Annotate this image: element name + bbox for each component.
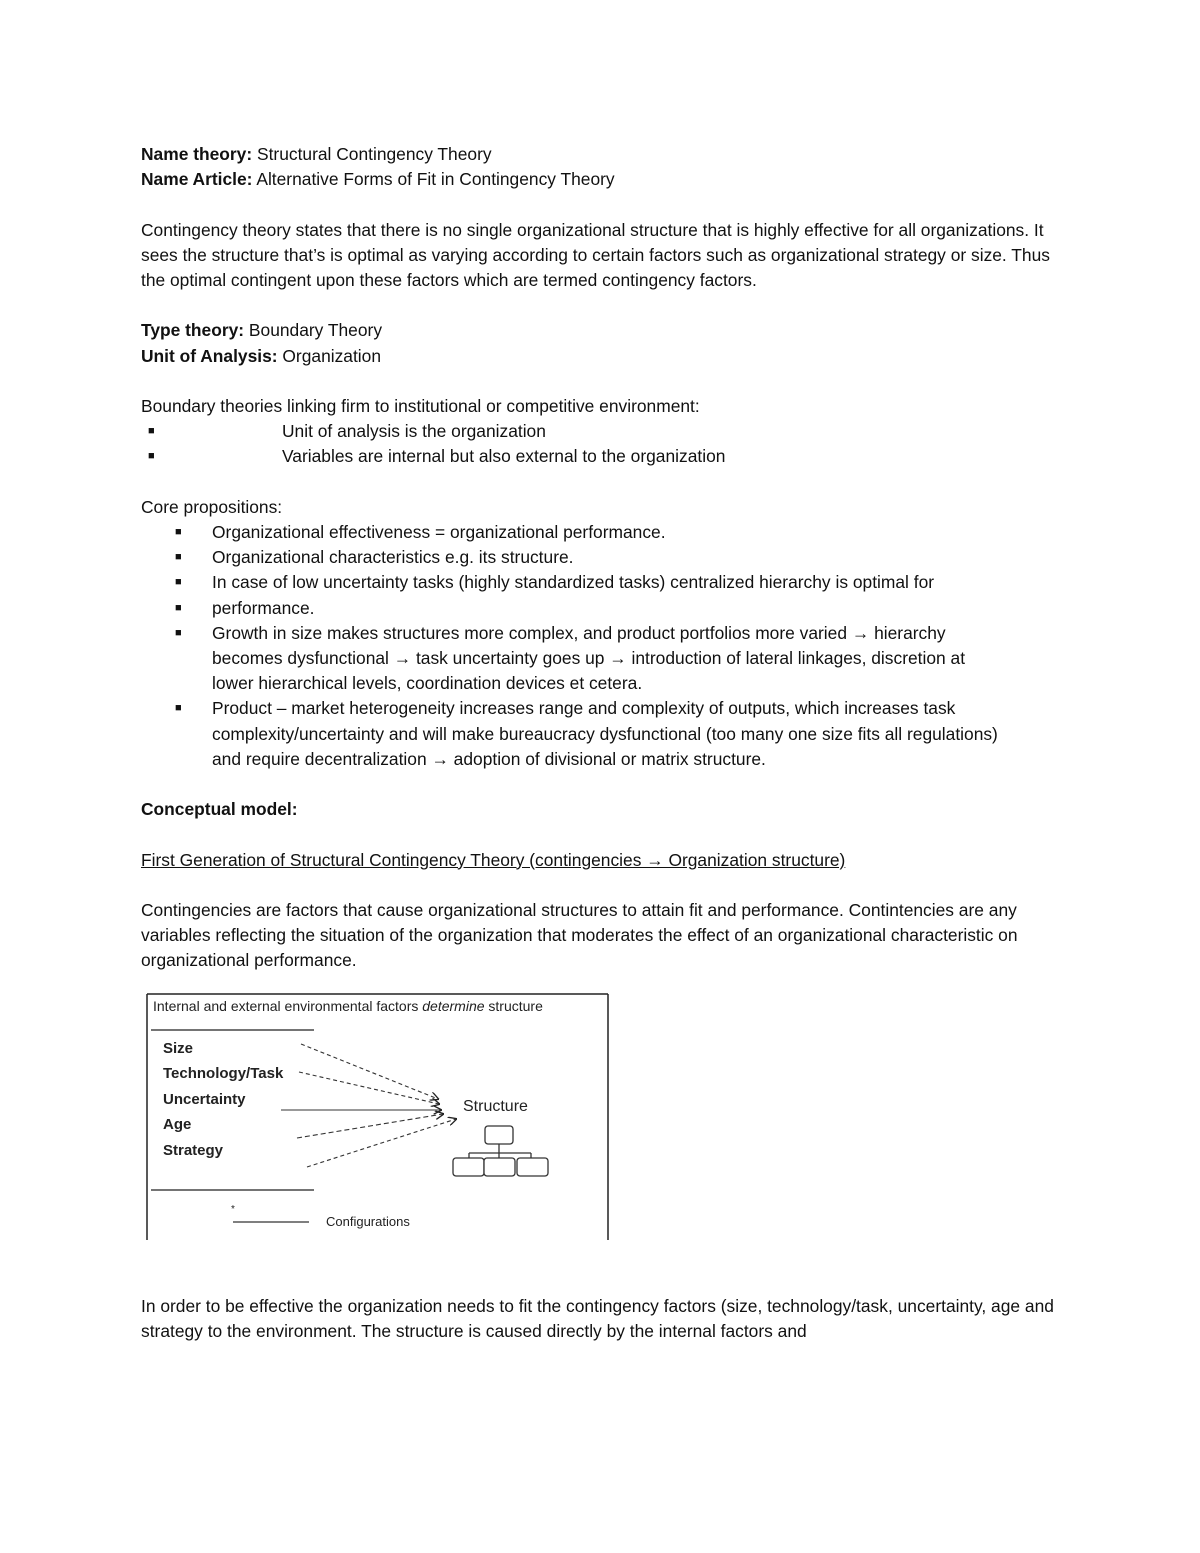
- unit-analysis-label: Unit of Analysis:: [141, 345, 278, 366]
- factor-technology: Technology/Task: [163, 1064, 284, 1082]
- list-item: ■ Product – market heterogeneity increases range and complexity of outputs, which increases task complexity/uncertainty and will make bureaucracy dysfunctional (too many one size fits all regulations) and require decentralization → adoption of divisional or matrix structure.: [175, 698, 998, 769]
- svg-text:*: *: [231, 1203, 235, 1215]
- figure-title: Internal and external environmental factors determine structure: [153, 997, 543, 1014]
- arrow-strategy: [307, 1119, 456, 1167]
- model-paragraph: Contingencies are factors that cause organizational structures to attain fit and performance. Contintencies are any variables reflecting the situation of the organization that moderates the effect of an organizational characteristic on organizational performance.: [141, 899, 1018, 971]
- unit-analysis-value: Organization: [282, 345, 382, 366]
- bullet-icon: ■: [175, 525, 182, 538]
- name-theory-label: Name theory:: [141, 144, 253, 164]
- factor-uncertainty: Uncertainty: [163, 1090, 246, 1108]
- figure-svg: [141, 992, 611, 1242]
- list-item: ■ In case of low uncertainty tasks (highly standardized tasks) centralized hierarchy is optimal for: [141, 570, 1001, 595]
- type-theory-label: Type theory:: [141, 320, 245, 341]
- list-item: ■ Unit of analysis is the organization: [141, 419, 1071, 444]
- bullet-icon: ■: [175, 551, 182, 564]
- boundary-intro: Boundary theories linking firm to institutional or competitive environment:: [141, 395, 700, 416]
- intro-paragraph: Contingency theory states that there is no single organizational structure that is highly effective for all organizations. It sees the structure that’s is optimal as varying according to certain factors such as organizational strategy or size. Thus the optimal contingent upon these factors which are termed contingency factors.: [141, 219, 1050, 290]
- list-item: ■ Organizational characteristics e.g. its structure.: [141, 545, 1001, 570]
- arrow-age: [297, 1114, 443, 1138]
- bullet-icon: ■: [175, 702, 182, 715]
- unit-analysis-line: [141, 344, 1071, 369]
- factor-age: Age: [163, 1115, 192, 1133]
- structure-figure: [141, 992, 611, 1242]
- document-page: [141, 142, 1071, 1344]
- list-item: ■ performance.: [141, 596, 1001, 621]
- core-list: [141, 520, 1001, 772]
- factor-size: Size: [163, 1039, 194, 1057]
- model-heading: Conceptual model:: [141, 799, 298, 820]
- bullet-icon: ■: [148, 450, 155, 463]
- arrow-size: [301, 1044, 438, 1099]
- bullet-icon: ■: [175, 626, 182, 639]
- structure-label: Structure: [463, 1097, 528, 1115]
- bullet-icon: ■: [148, 425, 155, 438]
- name-theory-line: [141, 142, 1071, 167]
- model-subheading: First Generation of Structural Contingency Theory (contingencies → Organization structure): [141, 849, 846, 870]
- legend-label: Configurations: [326, 1213, 410, 1229]
- name-article-line: [141, 167, 1071, 192]
- list-item: ■ Growth in size makes structures more complex, and product portfolios more varied → hierarchy becomes dysfunctional → task uncertainty goes up → introduction of lateral linkages, discretion at lower hierarchical levels, coordination devices et cetera.: [175, 622, 966, 694]
- arrow-technology: [299, 1072, 439, 1104]
- list-item: ■ Variables are internal but also external to the organization: [141, 444, 1071, 469]
- bullet-icon: ■: [175, 576, 182, 589]
- core-heading: Core propositions:: [141, 496, 283, 517]
- name-theory-value: Structural Contingency Theory: [256, 144, 492, 164]
- list-item: ■ Organizational effectiveness = organizational performance.: [141, 520, 1001, 545]
- org-chart-icon: [453, 1126, 548, 1176]
- bullet-icon: ■: [175, 601, 182, 614]
- type-theory-line: [141, 318, 1071, 343]
- type-theory-value: Boundary Theory: [248, 320, 383, 341]
- factor-strategy: Strategy: [163, 1141, 224, 1159]
- name-article-value: Alternative Forms of Fit in Contingency Theory: [256, 169, 615, 190]
- boundary-list: [141, 419, 1071, 469]
- name-article-label: Name Article:: [141, 169, 253, 190]
- closing-paragraph: In order to be effective the organization needs to fit the contingency factors (size, technology/task, uncertainty, age and strategy to the environment. The structure is caused directly by the internal factors and: [141, 1295, 1054, 1341]
